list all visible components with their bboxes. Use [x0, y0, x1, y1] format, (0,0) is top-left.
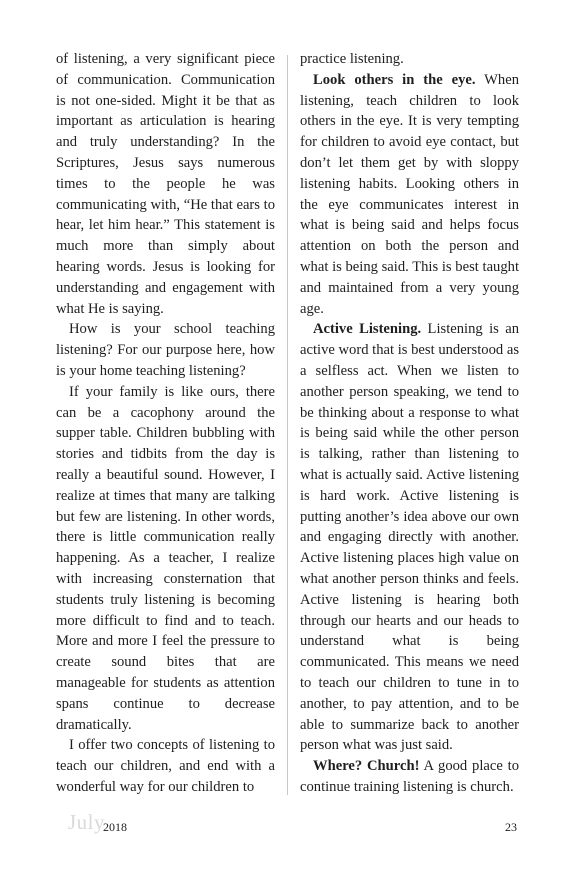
paragraph: I offer two concepts of listening to teach our children, and end with a wonderful way for our children to — [56, 737, 275, 795]
footer-year: 2018 — [103, 820, 127, 834]
section-paragraph — [300, 70, 519, 320]
section-body: When listening, teach children to look others in the eye. It is very tempting for children to avoid eye contact, but don’t let them get by with sloppy listening habits. Looking others in the eye communicates interest in what is being said and helps focus attention on both the person and what is being said. This is best taught and maintained from a very young age. — [300, 71, 519, 317]
section-paragraph — [300, 319, 519, 756]
paragraph: of listening, a very significant piece of communication. Communication is not one-sided. Might it be that as important as articulation is hearing and truly understanding? In the Scriptures, Jesus says numerous times to the people he was communicating with, “He that ears to hear, let him hear.” This statement is much more than simply about hearing words. Jesus is looking for understanding and engagement with what He is saying. — [56, 51, 275, 317]
section-heading: Active Listening. — [313, 321, 422, 338]
section-body: A good place to continue training listening is church. — [300, 758, 519, 795]
paragraph: If your family is like ours, there can be a cacophony around the supper table. Children bubbling with stories and tidbits from the day is really a beautiful sound. However, I realize at times that many are talking but few are listening. In other words, there is little communication really happening. As a teacher, I realize with increasing consternation that students truly listening is becoming more difficult to find and to teach. More and more I feel the pressure to create sound bites that are manageable for students as attention spans continue to decrease dramatically. — [56, 383, 275, 733]
footer-month: July — [68, 810, 106, 834]
left-column — [56, 49, 275, 798]
section-heading: Look others in the eye. — [313, 71, 476, 88]
column-divider — [287, 55, 288, 795]
section-heading: Where? Church! — [313, 758, 420, 775]
paragraph: How is your school teaching listening? For our purpose here, how is your home teaching listening? — [56, 321, 275, 379]
right-column — [300, 49, 519, 798]
section-paragraph — [300, 756, 519, 798]
paragraph: practice listening. — [300, 51, 404, 67]
page-number: 23 — [505, 820, 517, 834]
section-body: Listening is an active word that is best understood as a selfless act. When we listen to another person speaking, we tend to be thinking about a response to what is being said while the other person is talking, rather than listening to what is actually said. Active listening is hard work. Active listening is putting another’s idea above our own and engaging directly with another. Active listening places high value on what another person thinks and feels. Active listening is hearing both through our hearts and our heads to understand what is being communicated. This means we need to teach our children to tune in to another, to pay attention, and to be able to summarize back to another person what was just said. — [300, 321, 519, 754]
